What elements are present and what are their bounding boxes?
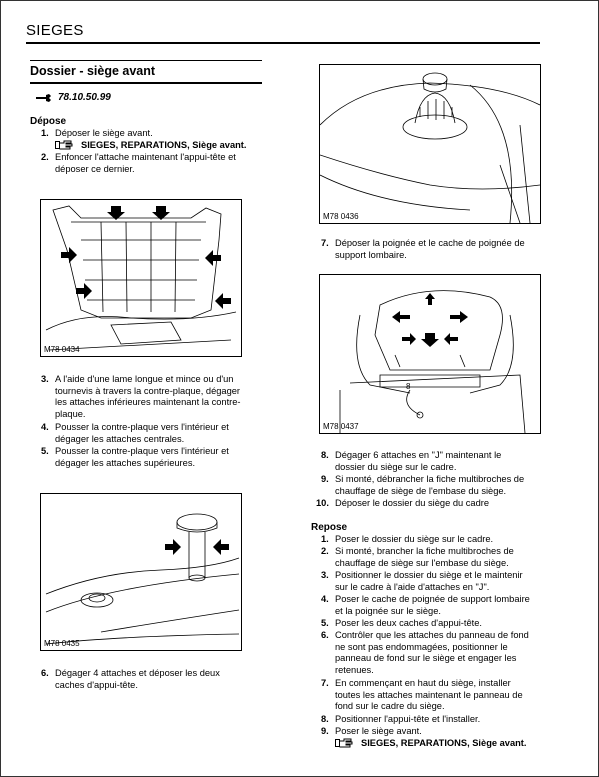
header-rule	[26, 42, 540, 44]
operation-code	[36, 92, 111, 103]
repose-ref[interactable]: SIEGES, REPARATIONS, Siège avant.	[335, 738, 527, 748]
depose-ref[interactable]: SIEGES, REPARATIONS, Siège avant.	[55, 140, 247, 150]
repose-heading: Repose	[311, 522, 348, 533]
seat-frame-illustration	[320, 275, 540, 433]
section-title: Dossier - siège avant	[30, 64, 156, 78]
arrow-icon	[421, 333, 439, 347]
pointing-hand-icon	[335, 738, 353, 748]
depose-heading: Dépose	[30, 116, 67, 127]
figure-label: M78 0437	[323, 422, 359, 431]
headrest-guide-illustration	[41, 494, 241, 650]
arrow-icon	[205, 250, 221, 266]
arrow-icon	[61, 247, 77, 263]
headrest-cover-illustration	[320, 65, 540, 223]
arrow-icon	[425, 293, 435, 305]
figure-label: M78 0436	[323, 212, 359, 221]
pointing-hand-icon	[55, 140, 73, 150]
figure-label: M78 0435	[44, 639, 80, 648]
seat-back-panel-illustration	[41, 200, 241, 356]
arrow-icon	[76, 283, 92, 299]
arrow-icon	[450, 311, 468, 323]
figure-m78-0437	[319, 274, 541, 434]
arrow-icon	[165, 539, 181, 555]
callout-number: 8	[406, 382, 411, 391]
figure-m78-0436	[319, 64, 541, 224]
figure-m78-0435	[40, 493, 242, 651]
arrow-icon	[402, 333, 416, 345]
page-header-title: SIEGES	[26, 22, 84, 39]
section-rule-bottom	[30, 82, 262, 84]
figure-m78-0434	[40, 199, 242, 357]
figure-label: M78 0434	[44, 345, 80, 354]
section-rule-top	[30, 60, 262, 61]
arrow-icon	[213, 539, 229, 555]
arrow-icon	[392, 311, 410, 323]
wrench-icon	[36, 94, 52, 102]
operation-code-text: 78.10.50.99	[58, 92, 111, 103]
arrow-icon	[444, 333, 458, 345]
arrow-icon	[215, 293, 231, 309]
